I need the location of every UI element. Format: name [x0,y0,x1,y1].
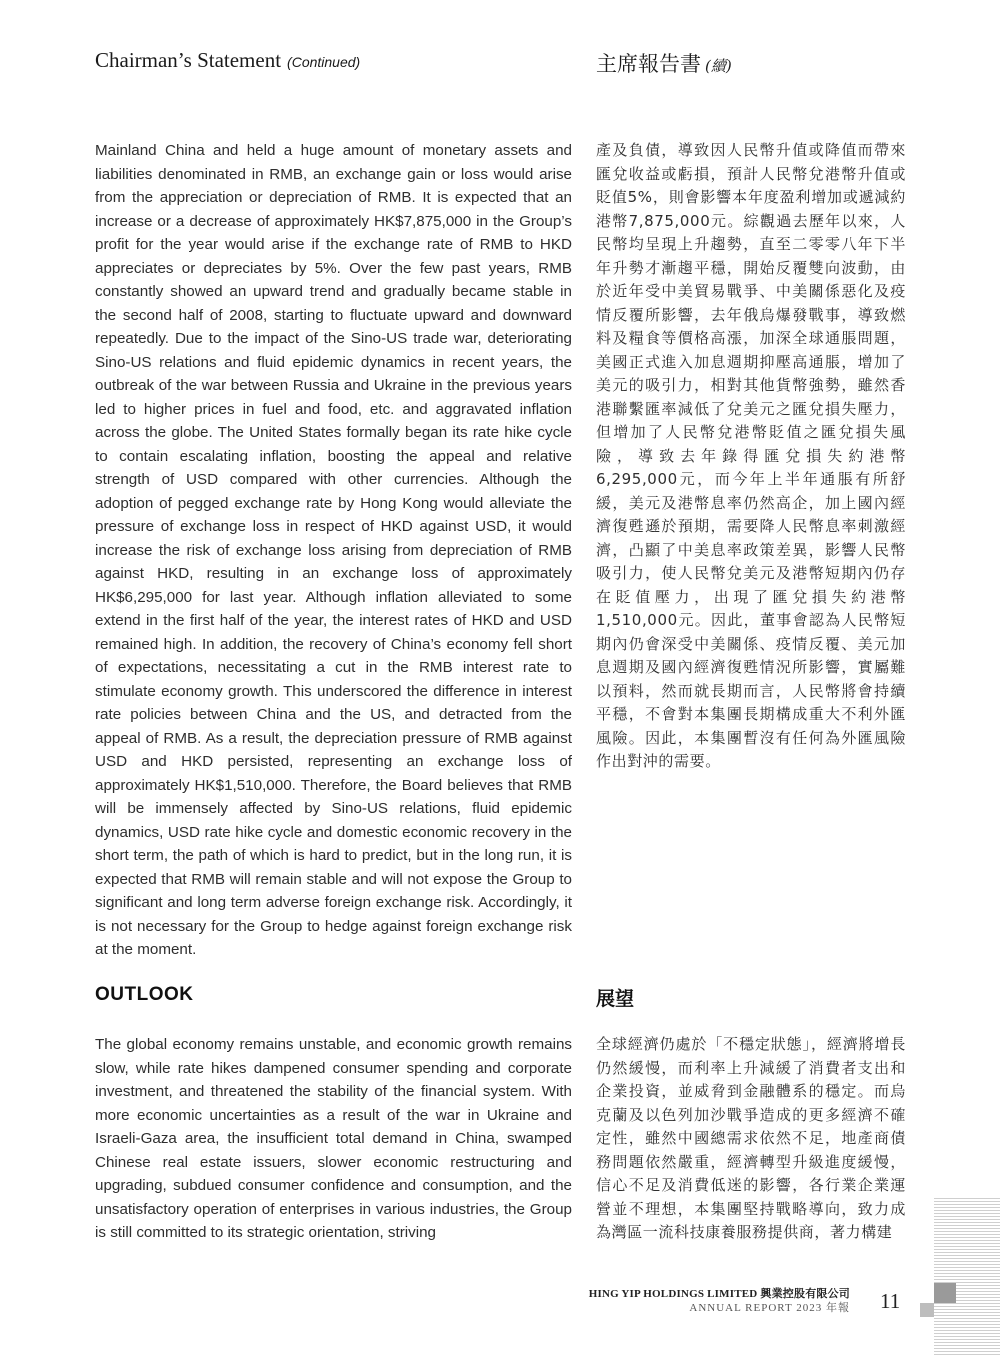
body-en-section1: Mainland China and held a huge amount of monetary assets and liabilities denominated in RMB, an exchange gain or loss would arise from the appreciation or depreciation of RMB. It is expected that an increase or a decrease of approximately HK$7,875,000 in the Group’s profit for the year would arise if the exchange rate of RMB to HKD appreciates or depreciates by 5%. Over the few past years, RMB constantly showed an upward trend and gradually became stable in the second half of 2008, starting to fluctuate upward and downward repeatedly. Due to the impact of the Sino-US trade war, deteriorating Sino-US relations and fluid epidemic dynamics in recent years, the outbreak of the war between Russia and Ukraine in the previous years led to higher prices in fuel and food, etc. and aggravated inflation across the globe. The United States formally began its rate hike cycle to contain escalating inflation, boosting the appeal and relative strength of USD compared with other currencies. Although the adoption of pegged exchange rate by Hong Kong would alleviate the pressure of exchange loss in respect of HKD against USD, it would increase the risk of exchange loss arising from depreciation of RMB against HKD, resulting in an exchange loss of approximately HK$6,295,000 for last year. Although inflation alleviated to some extend in the first half of the year, the interest rates of HKD and USD remained high. In addition, the recovery of China’s economy fell short of expectations, necessitating a cut in the RMB interest rate to stimulate economy growth. This underscored the difference in interest rate policies between China and the US, and detracted from the appeal of RMB. As a result, the depreciation pressure of RMB against USD and HKD persisted, representing an exchange loss of approximately HK$1,510,000. Therefore, the Board believes that RMB will be immensely affected by Sino-US relations, fluid epidemic dynamics, USD rate hike cycle and domestic economic recovery in the short term, the path of which is hard to predict, but in the long run, it is expected that RMB will remain stable and will not expose the Group to significant and long term adverse foreign exchange risk. Accordingly, it is not necessary for the Group to hedge against foreign exchange risk at the moment. [95,142,572,958]
header-continued-zh: (續) [705,57,732,75]
footer-report-title: ANNUAL REPORT 2023 年報 [689,1302,850,1314]
outlook-heading-en: OUTLOOK [95,984,194,1005]
body-en-outlook: The global economy remains unstable, and economic growth remains slow, while rate hikes dampened consumer spending and corporate investment, and threatened the stability of the financial system. With more economic uncertainties as a result of the war in Ukraine and Israeli-Gaza area, the insufficient total demand in China, swamped Chinese real estate issuers, slower economic restructuring and upgrading, subdued consumer confidence and consumption, and the unsatisfactory operation of enterprises in various industries, the Group is still committed to its strategic orientation, striving [95,1036,572,1241]
footer-company-name: HING YIP HOLDINGS LIMITED 興業控股有限公司 [588,1288,850,1300]
decorative-stripes [934,1198,1000,1357]
body-zh-outlook: 全球經濟仍處於「不穩定狀態」，經濟將增長仍然緩慢，而利率上升減緩了消費者支出和企業投資，並威脅到金融體系的穩定。而烏克蘭及以色列加沙戰爭造成的更多經濟不確定性，雖然中國總需求依然不足，地產商債務問題依然嚴重，經濟轉型升級進度緩慢，信心不足及消費低迷的影響，各行業企業運營並不理想，本集團堅持戰略導向，致力成為灣區一流科技康養服務提供商，著力構建 [596,1035,906,1241]
header-title-en [95,48,360,73]
decorative-square-dark [934,1283,956,1303]
header-title-en-text: Chairman’s Statement [95,48,282,72]
outlook-heading-zh: 展望 [596,988,635,1010]
decorative-square-light [920,1303,934,1317]
page-number: 11 [880,1289,901,1313]
body-zh-section1: 產及負債，導致因人民幣升值或降值而帶來匯兌收益或虧損，預計人民幣兌港幣升值或貶值5%，則會影響本年度盈利增加或遞減約港幣7,875,000元。綜觀過去歷年以來，人民幣均呈現上升趨勢，直至二零零八年下半年升勢才漸趨平穩，開始反覆雙向波動，由於近年受中美貿易戰爭、中美關係惡化及疫情反覆所影響，去年俄烏爆發戰事，導致燃料及糧食等價格高漲，加深全球通脹問題，美國正式進入加息週期抑壓高通脹，增加了美元的吸引力，相對其他貨幣強勢，雖然香港聯繫匯率減低了兌美元之匯兌損失壓力，但增加了人民幣兌港幣貶值之匯兌損失風險，導致去年錄得匯兌損失約港幣6,295,000元，而今年上半年通脹有所舒緩，美元及港幣息率仍然高企，加上國內經濟復甦遜於預期，需要降人民幣息率刺激經濟，凸顯了中美息率政策差異，影響人民幣吸引力，使人民幣兌美元及港幣短期內仍存在貶值壓力，出現了匯兌損失約港幣1,510,000元。因此，董事會認為人民幣短期內仍會深受中美關係、疫情反覆、美元加息週期及國內經濟復甦情況所影響，實屬難以預料，然而就長期而言，人民幣將會持續平穩，不會對本集團長期構成重大不利外匯風險。因此，本集團暫沒有任何為外匯風險作出對沖的需要。 [596,141,906,770]
header-title-zh-text: 主席報告書 [596,52,701,76]
header-title-zh [596,48,732,78]
header-continued-en: (Continued) [287,54,361,70]
